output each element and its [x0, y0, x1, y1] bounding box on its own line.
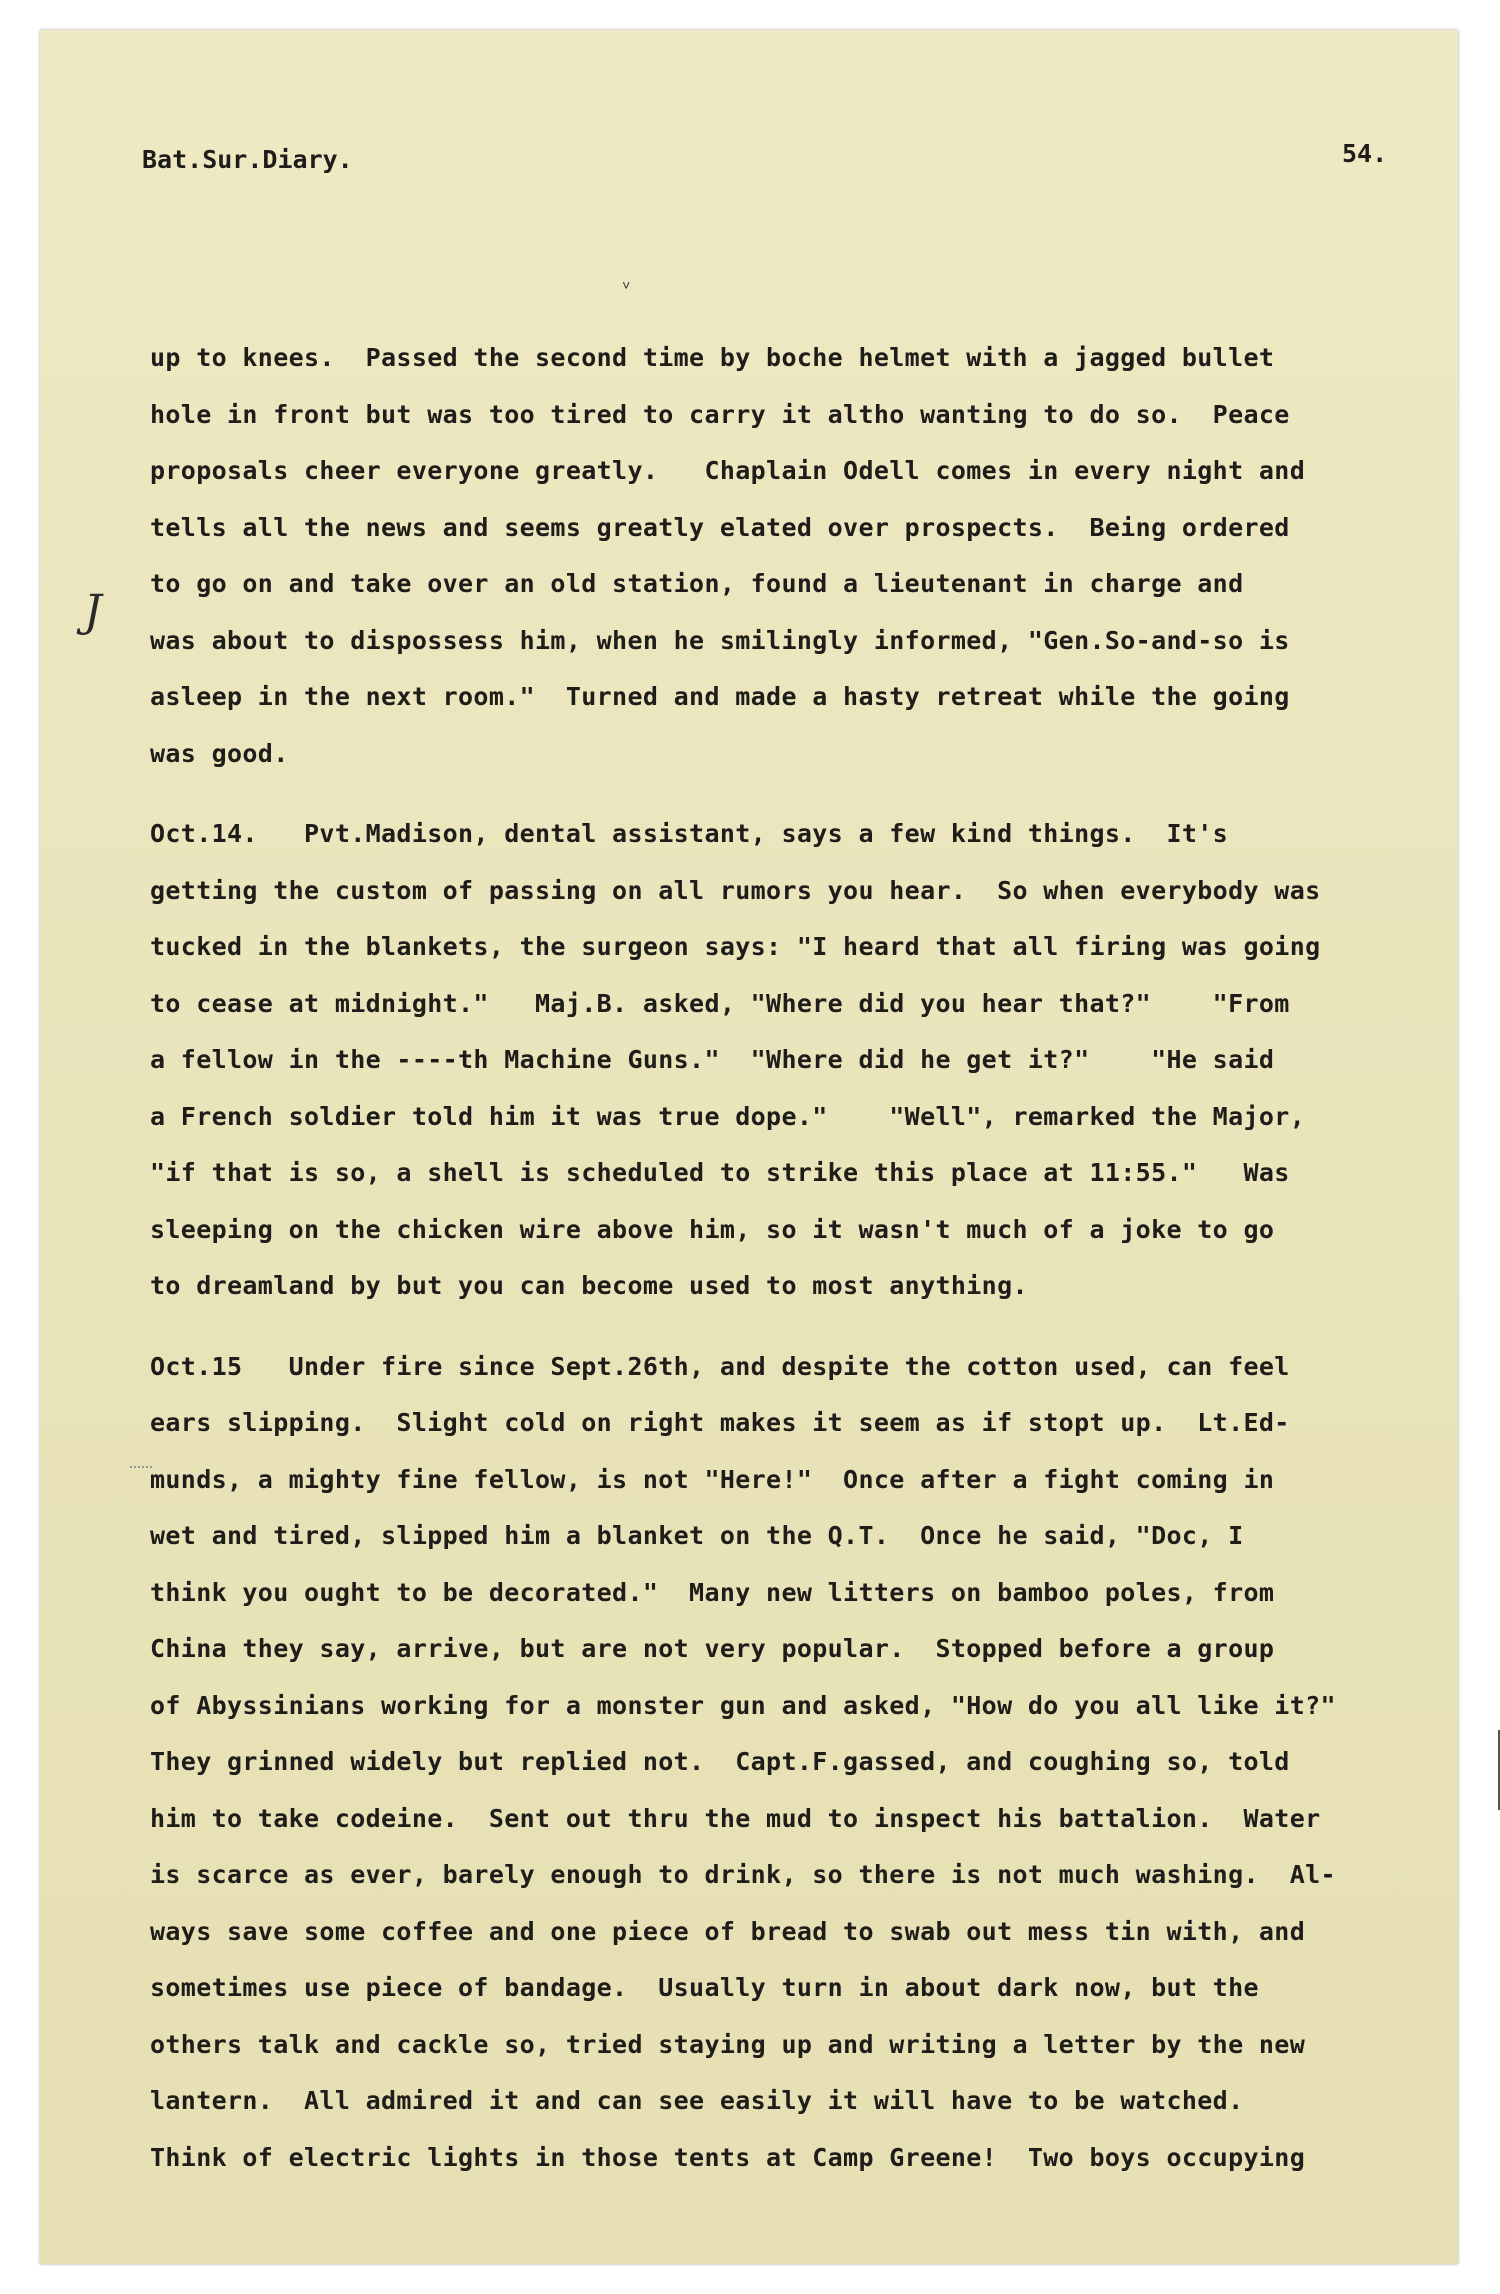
text-line: to dreamland by but you can become used to most anything.: [150, 1271, 1028, 1300]
diary-paragraph: [150, 806, 1450, 1315]
text-line: They grinned widely but replied not. Capt.F.gassed, and coughing so, told: [150, 1747, 1290, 1776]
text-line: think you ought to be decorated." Many new litters on bamboo poles, from: [150, 1577, 1275, 1607]
text-line: to cease at midnight." Maj.B. asked, "Where did you hear that?" "From: [150, 988, 1290, 1018]
document-page: [40, 30, 1458, 2264]
text-line: tucked in the blankets, the surgeon says: "I heard that all firing was going: [150, 932, 1321, 961]
text-line: is scarce as ever, barely enough to drink, so there is not much washing. Al-: [150, 1860, 1336, 1889]
text-line: sleeping on the chicken wire above him, so it wasn't much of a joke to go: [150, 1214, 1275, 1244]
text-line: proposals cheer everyone greatly. Chaplain Odell comes in every night and: [150, 456, 1306, 485]
text-line: wet and tired, slipped him a blanket on the Q.T. Once he said, "Doc, I: [150, 1521, 1244, 1550]
page-number: 54.: [1342, 139, 1388, 168]
text-line: was about to dispossess him, when he smilingly informed, "Gen.So-and-so is: [150, 625, 1290, 655]
text-line: hole in front but was too tired to carry it altho wanting to do so. Peace: [150, 399, 1290, 429]
paper-smudge: [130, 1466, 152, 1474]
text-line: getting the custom of passing on all rumors you hear. So when everybody was: [150, 875, 1321, 905]
text-line: a French soldier told him it was true dope." "Well", remarked the Major,: [150, 1101, 1306, 1131]
diary-paragraph: [150, 330, 1450, 782]
paper-speck: ˅: [622, 278, 631, 294]
document-title: Bat.Sur.Diary.: [142, 145, 353, 174]
text-line: tells all the news and seems greatly elated over prospects. Being ordered: [150, 512, 1290, 542]
text-line: a fellow in the ----th Machine Guns." "Where did he get it?" "He said: [150, 1045, 1275, 1074]
text-line: Oct.15 Under fire since Sept.26th, and despite the cotton used, can feel: [150, 1351, 1290, 1381]
paragraph-gap: [150, 782, 1450, 806]
text-line: lantern. All admired it and can see easily it will have to be watched.: [150, 2086, 1244, 2115]
text-line: him to take codeine. Sent out thru the mud to inspect his battalion. Water: [150, 1803, 1321, 1833]
paragraph-gap: [150, 1315, 1450, 1339]
text-line: of Abyssinians working for a monster gun and asked, "How do you all like it?": [150, 1690, 1336, 1720]
text-line: others talk and cackle so, tried staying up and writing a letter by the new: [150, 2029, 1306, 2059]
page-header: [142, 139, 1442, 195]
margin-annotation: J: [84, 586, 102, 637]
text-line: up to knees. Passed the second time by boche helmet with a jagged bullet: [150, 343, 1275, 372]
diary-paragraph: [150, 1339, 1450, 2187]
text-line: asleep in the next room." Turned and made a hasty retreat while the going: [150, 682, 1290, 711]
text-line: Oct.14. Pvt.Madison, dental assistant, says a few kind things. It's: [150, 819, 1229, 848]
text-line: to go on and take over an old station, found a lieutenant in charge and: [150, 569, 1244, 598]
text-line: "if that is so, a shell is scheduled to strike this place at 11:55." Was: [150, 1158, 1290, 1187]
text-line: China they say, arrive, but are not very popular. Stopped before a group: [150, 1634, 1275, 1663]
text-line: ways save some coffee and one piece of bread to swab out mess tin with, and: [150, 1916, 1306, 1946]
text-line: Think of electric lights in those tents at Camp Greene! Two boys occupying: [150, 2142, 1306, 2172]
text-line: was good.: [150, 738, 289, 768]
text-line: munds, a mighty fine fellow, is not "Here!" Once after a fight coming in: [150, 1464, 1275, 1494]
diary-text: [150, 330, 1450, 2186]
text-line: sometimes use piece of bandage. Usually turn in about dark now, but the: [150, 1973, 1259, 2002]
text-line: ears slipping. Slight cold on right makes it seem as if stopt up. Lt.Ed-: [150, 1408, 1290, 1437]
